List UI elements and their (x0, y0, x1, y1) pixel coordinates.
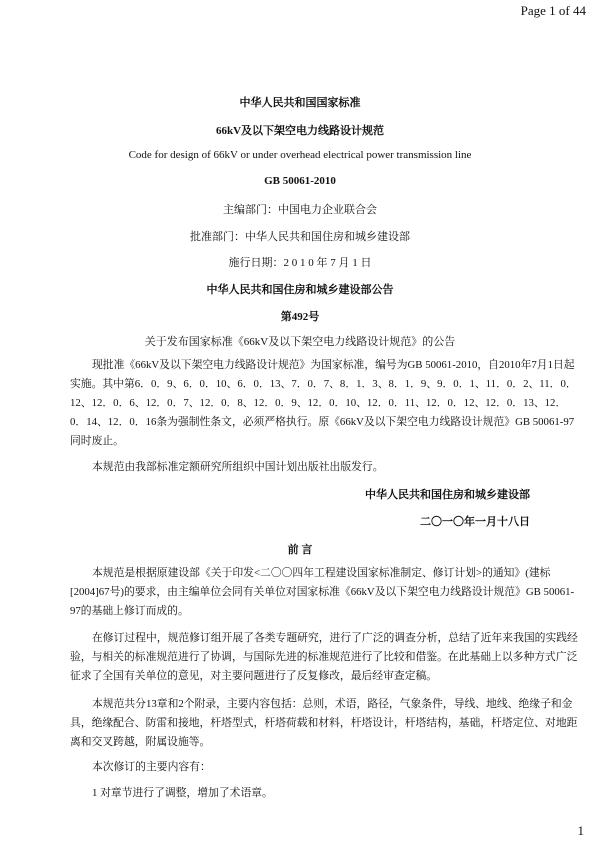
text-line: 1 对章节进行了调整，增加了术语章。 (92, 787, 273, 799)
text-line: 实施。其中第6．0．9、6．0．10、6．0．13、7．0．7、8．1．3、8．1．9、9．0．1、11．0．2、11．0． (70, 378, 577, 390)
page-indicator: Page 1 of 44 (520, 3, 586, 18)
text-line: 本规范是根据原建设部《关于印发<二〇〇四年工程建设国家标准制定、修订计划>的通知》(建标 (92, 567, 551, 579)
text-line: [2004]67号)的要求，由主编单位会同有关单位对国家标准《66kV及以下架空电力线路设计规范》GB 50061- (70, 586, 575, 598)
text-line: 验，与相关的标准规范进行了协调，与国际先进的标准规范进行了比较和借鉴。在此基础上以多种方式广泛 (70, 651, 578, 663)
standard-name: 66kV及以下架空电力线路设计规范 (215, 125, 385, 137)
text-line: 本次修订的主要内容有： (92, 761, 211, 773)
publication-paragraph (70, 458, 532, 477)
announcement-number: 第492号 (280, 311, 320, 323)
text-line: 12、12．0．6、12．0．7、12．0．8、12．0．9、12．0．10、12．0．11、12．0．12、12．0．13、12． (70, 397, 567, 409)
preface-heading: 前 言 (287, 544, 313, 556)
english-title: Code for design of 66kV or under overhead electrical power transmission line (128, 149, 472, 161)
text-line: 0．14、12．0．16条为强制性条文，必须严格执行。原《66kV及以下架空电力线路设计规范》GB 50061-97 (70, 416, 575, 428)
preface-paragraph-1 (70, 564, 575, 621)
approver-dept: 批准部门：中华人民共和国住房和城乡建设部 (190, 231, 410, 243)
announcement-heading: 中华人民共和国住房和城乡建设部公告 (206, 284, 394, 296)
text-line: 具，绝缘配合、防雷和接地，杆塔型式，杆塔荷载和材料，杆塔设计，杆塔结构，基础，杆塔定位、对地距 (70, 717, 578, 729)
preface-paragraph-5 (70, 784, 532, 803)
standard-title: 中华人民共和国国家标准 (239, 97, 361, 109)
standard-code: GB 50061-2010 (264, 175, 336, 187)
preface-paragraph-3 (70, 695, 578, 752)
text-line: 征求了全国有关单位的意见，对主要问题进行了反复修改，最后经审查定稿。 (70, 670, 438, 682)
announcement-subject: 关于发布国家标准《66kV及以下架空电力线路设计规范》的公告 (144, 336, 456, 348)
text-line: 离和交叉跨越，附属设施等。 (70, 736, 211, 748)
text-line: 同时废止。 (70, 435, 124, 447)
text-line: 现批准《66kV及以下架空电力线路设计规范》为国家标准，编号为GB 50061-2010，自2010年7月1日起 (92, 359, 575, 371)
sign-date: 二〇一〇年一月十八日 (420, 516, 530, 528)
text-line: 本规范共分13章和2个附录，主要内容包括：总则，术语，路径，气象条件，导线、地线、绝缘子和金 (92, 698, 573, 710)
effective-date: 施行日期：2 0 1 0 年 7 月 1 日 (228, 257, 372, 269)
preface-paragraph-2 (70, 629, 578, 686)
text-line: 在修订过程中，规范修订组开展了各类专题研究，进行了广泛的调查分析，总结了近年来我国的实践经 (92, 632, 578, 644)
text-line: 97的基础上修订而成的。 (70, 605, 189, 617)
preface-paragraph-4 (70, 758, 532, 777)
text-line: 本规范由我部标准定额研究所组织中国计划出版社出版发行。 (92, 461, 384, 473)
page-number: 1 (577, 823, 584, 838)
announcement-paragraph (70, 356, 577, 451)
editor-dept: 主编部门：中国电力企业联合会 (223, 204, 377, 216)
signer: 中华人民共和国住房和城乡建设部 (365, 489, 530, 501)
